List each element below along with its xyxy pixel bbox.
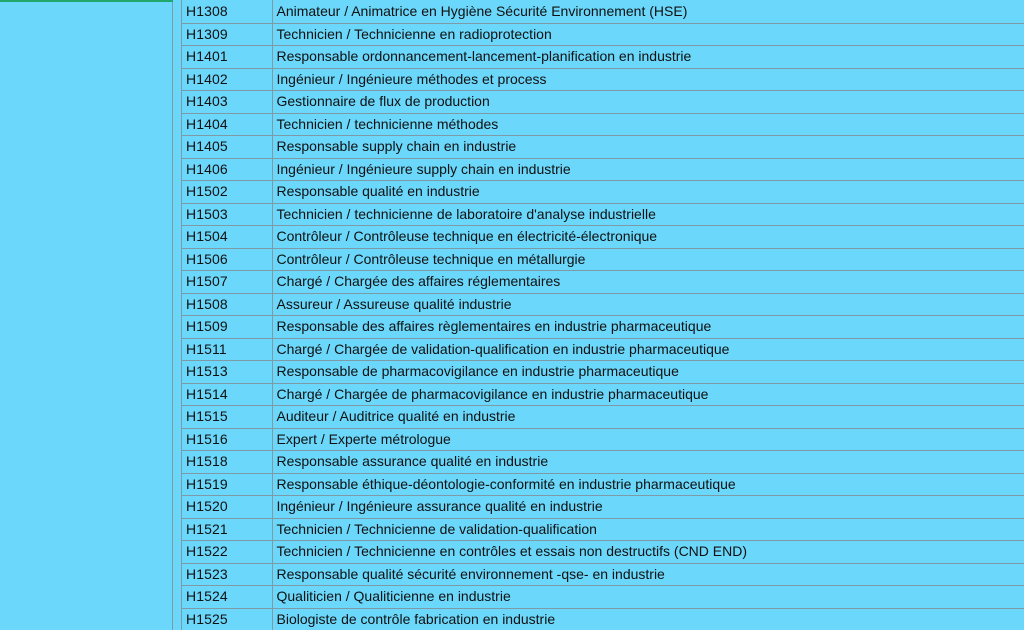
code-cell[interactable]: H1516 — [182, 428, 272, 451]
table-row — [182, 541, 1024, 564]
label-cell[interactable]: Responsable ordonnancement-lancement-planification en industrie — [272, 46, 1024, 69]
code-cell[interactable]: H1504 — [182, 226, 272, 249]
code-cell[interactable]: H1523 — [182, 563, 272, 586]
table-row — [182, 46, 1024, 69]
code-cell[interactable]: H1514 — [182, 383, 272, 406]
label-cell[interactable]: Chargé / Chargée des affaires réglementaires — [272, 271, 1024, 294]
code-cell[interactable]: H1405 — [182, 136, 272, 159]
code-cell[interactable]: H1406 — [182, 158, 272, 181]
table-row — [182, 23, 1024, 46]
code-cell[interactable]: H1524 — [182, 586, 272, 609]
table-row — [182, 113, 1024, 136]
label-cell[interactable]: Qualiticien / Qualiticienne en industrie — [272, 586, 1024, 609]
code-cell[interactable]: H1404 — [182, 113, 272, 136]
code-cell[interactable]: H1503 — [182, 203, 272, 226]
label-cell[interactable]: Responsable supply chain en industrie — [272, 136, 1024, 159]
code-cell[interactable]: H1520 — [182, 496, 272, 519]
table-row — [182, 608, 1024, 630]
occupation-code-table-body — [182, 0, 1024, 630]
label-cell[interactable]: Chargé / Chargée de validation-qualification en industrie pharmaceutique — [272, 338, 1024, 361]
label-cell[interactable]: Contrôleur / Contrôleuse technique en métallurgie — [272, 248, 1024, 271]
label-cell[interactable]: Responsable de pharmacovigilance en industrie pharmaceutique — [272, 361, 1024, 384]
label-cell[interactable]: Ingénieur / Ingénieure assurance qualité en industrie — [272, 496, 1024, 519]
label-cell[interactable]: Expert / Experte métrologue — [272, 428, 1024, 451]
table-row — [182, 181, 1024, 204]
code-cell[interactable]: H1519 — [182, 473, 272, 496]
label-cell[interactable]: Responsable éthique-déontologie-conformité en industrie pharmaceutique — [272, 473, 1024, 496]
code-cell[interactable]: H1518 — [182, 451, 272, 474]
merged-left-column-cell[interactable] — [0, 0, 173, 630]
table-row — [182, 248, 1024, 271]
label-cell[interactable]: Ingénieur / Ingénieure supply chain en industrie — [272, 158, 1024, 181]
code-cell[interactable]: H1403 — [182, 91, 272, 114]
table-row — [182, 226, 1024, 249]
label-cell[interactable]: Gestionnaire de flux de production — [272, 91, 1024, 114]
code-cell[interactable]: H1401 — [182, 46, 272, 69]
table-row — [182, 136, 1024, 159]
code-cell[interactable]: H1308 — [182, 0, 272, 23]
table-row — [182, 91, 1024, 114]
table-row — [182, 361, 1024, 384]
code-cell[interactable]: H1402 — [182, 68, 272, 91]
table-row — [182, 68, 1024, 91]
table-row — [182, 518, 1024, 541]
table-row — [182, 0, 1024, 23]
label-cell[interactable]: Contrôleur / Contrôleuse technique en électricité-électronique — [272, 226, 1024, 249]
code-cell[interactable]: H1521 — [182, 518, 272, 541]
label-cell[interactable]: Assureur / Assureuse qualité industrie — [272, 293, 1024, 316]
label-cell[interactable]: Technicien / technicienne de laboratoire d'analyse industrielle — [272, 203, 1024, 226]
code-cell[interactable]: H1522 — [182, 541, 272, 564]
code-cell[interactable]: H1309 — [182, 23, 272, 46]
label-cell[interactable]: Responsable des affaires règlementaires en industrie pharmaceutique — [272, 316, 1024, 339]
table-row — [182, 293, 1024, 316]
occupation-code-table-region — [182, 0, 1024, 630]
table-row — [182, 203, 1024, 226]
selected-cell-top-highlight — [0, 0, 173, 2]
code-cell[interactable]: H1502 — [182, 181, 272, 204]
code-cell[interactable]: H1525 — [182, 608, 272, 630]
narrow-spacer-column-cell[interactable] — [173, 0, 182, 630]
label-cell[interactable]: Responsable assurance qualité en industrie — [272, 451, 1024, 474]
label-cell[interactable]: Technicien / technicienne méthodes — [272, 113, 1024, 136]
label-cell[interactable]: Technicien / Technicienne en contrôles et essais non destructifs (CND END) — [272, 541, 1024, 564]
table-row — [182, 451, 1024, 474]
code-cell[interactable]: H1508 — [182, 293, 272, 316]
table-row — [182, 473, 1024, 496]
table-row — [182, 563, 1024, 586]
label-cell[interactable]: Auditeur / Auditrice qualité en industrie — [272, 406, 1024, 429]
label-cell[interactable]: Animateur / Animatrice en Hygiène Sécurité Environnement (HSE) — [272, 0, 1024, 23]
occupation-code-table — [182, 0, 1024, 630]
table-row — [182, 428, 1024, 451]
code-cell[interactable]: H1509 — [182, 316, 272, 339]
label-cell[interactable]: Biologiste de contrôle fabrication en industrie — [272, 608, 1024, 630]
label-cell[interactable]: Technicien / Technicienne en radioprotection — [272, 23, 1024, 46]
table-row — [182, 338, 1024, 361]
label-cell[interactable]: Responsable qualité sécurité environnement -qse- en industrie — [272, 563, 1024, 586]
table-row — [182, 586, 1024, 609]
code-cell[interactable]: H1506 — [182, 248, 272, 271]
table-row — [182, 271, 1024, 294]
code-cell[interactable]: H1507 — [182, 271, 272, 294]
code-cell[interactable]: H1511 — [182, 338, 272, 361]
table-row — [182, 496, 1024, 519]
table-row — [182, 383, 1024, 406]
code-cell[interactable]: H1513 — [182, 361, 272, 384]
table-row — [182, 158, 1024, 181]
label-cell[interactable]: Responsable qualité en industrie — [272, 181, 1024, 204]
table-row — [182, 406, 1024, 429]
table-row — [182, 316, 1024, 339]
code-cell[interactable]: H1515 — [182, 406, 272, 429]
label-cell[interactable]: Technicien / Technicienne de validation-qualification — [272, 518, 1024, 541]
label-cell[interactable]: Chargé / Chargée de pharmacovigilance en industrie pharmaceutique — [272, 383, 1024, 406]
label-cell[interactable]: Ingénieur / Ingénieure méthodes et process — [272, 68, 1024, 91]
